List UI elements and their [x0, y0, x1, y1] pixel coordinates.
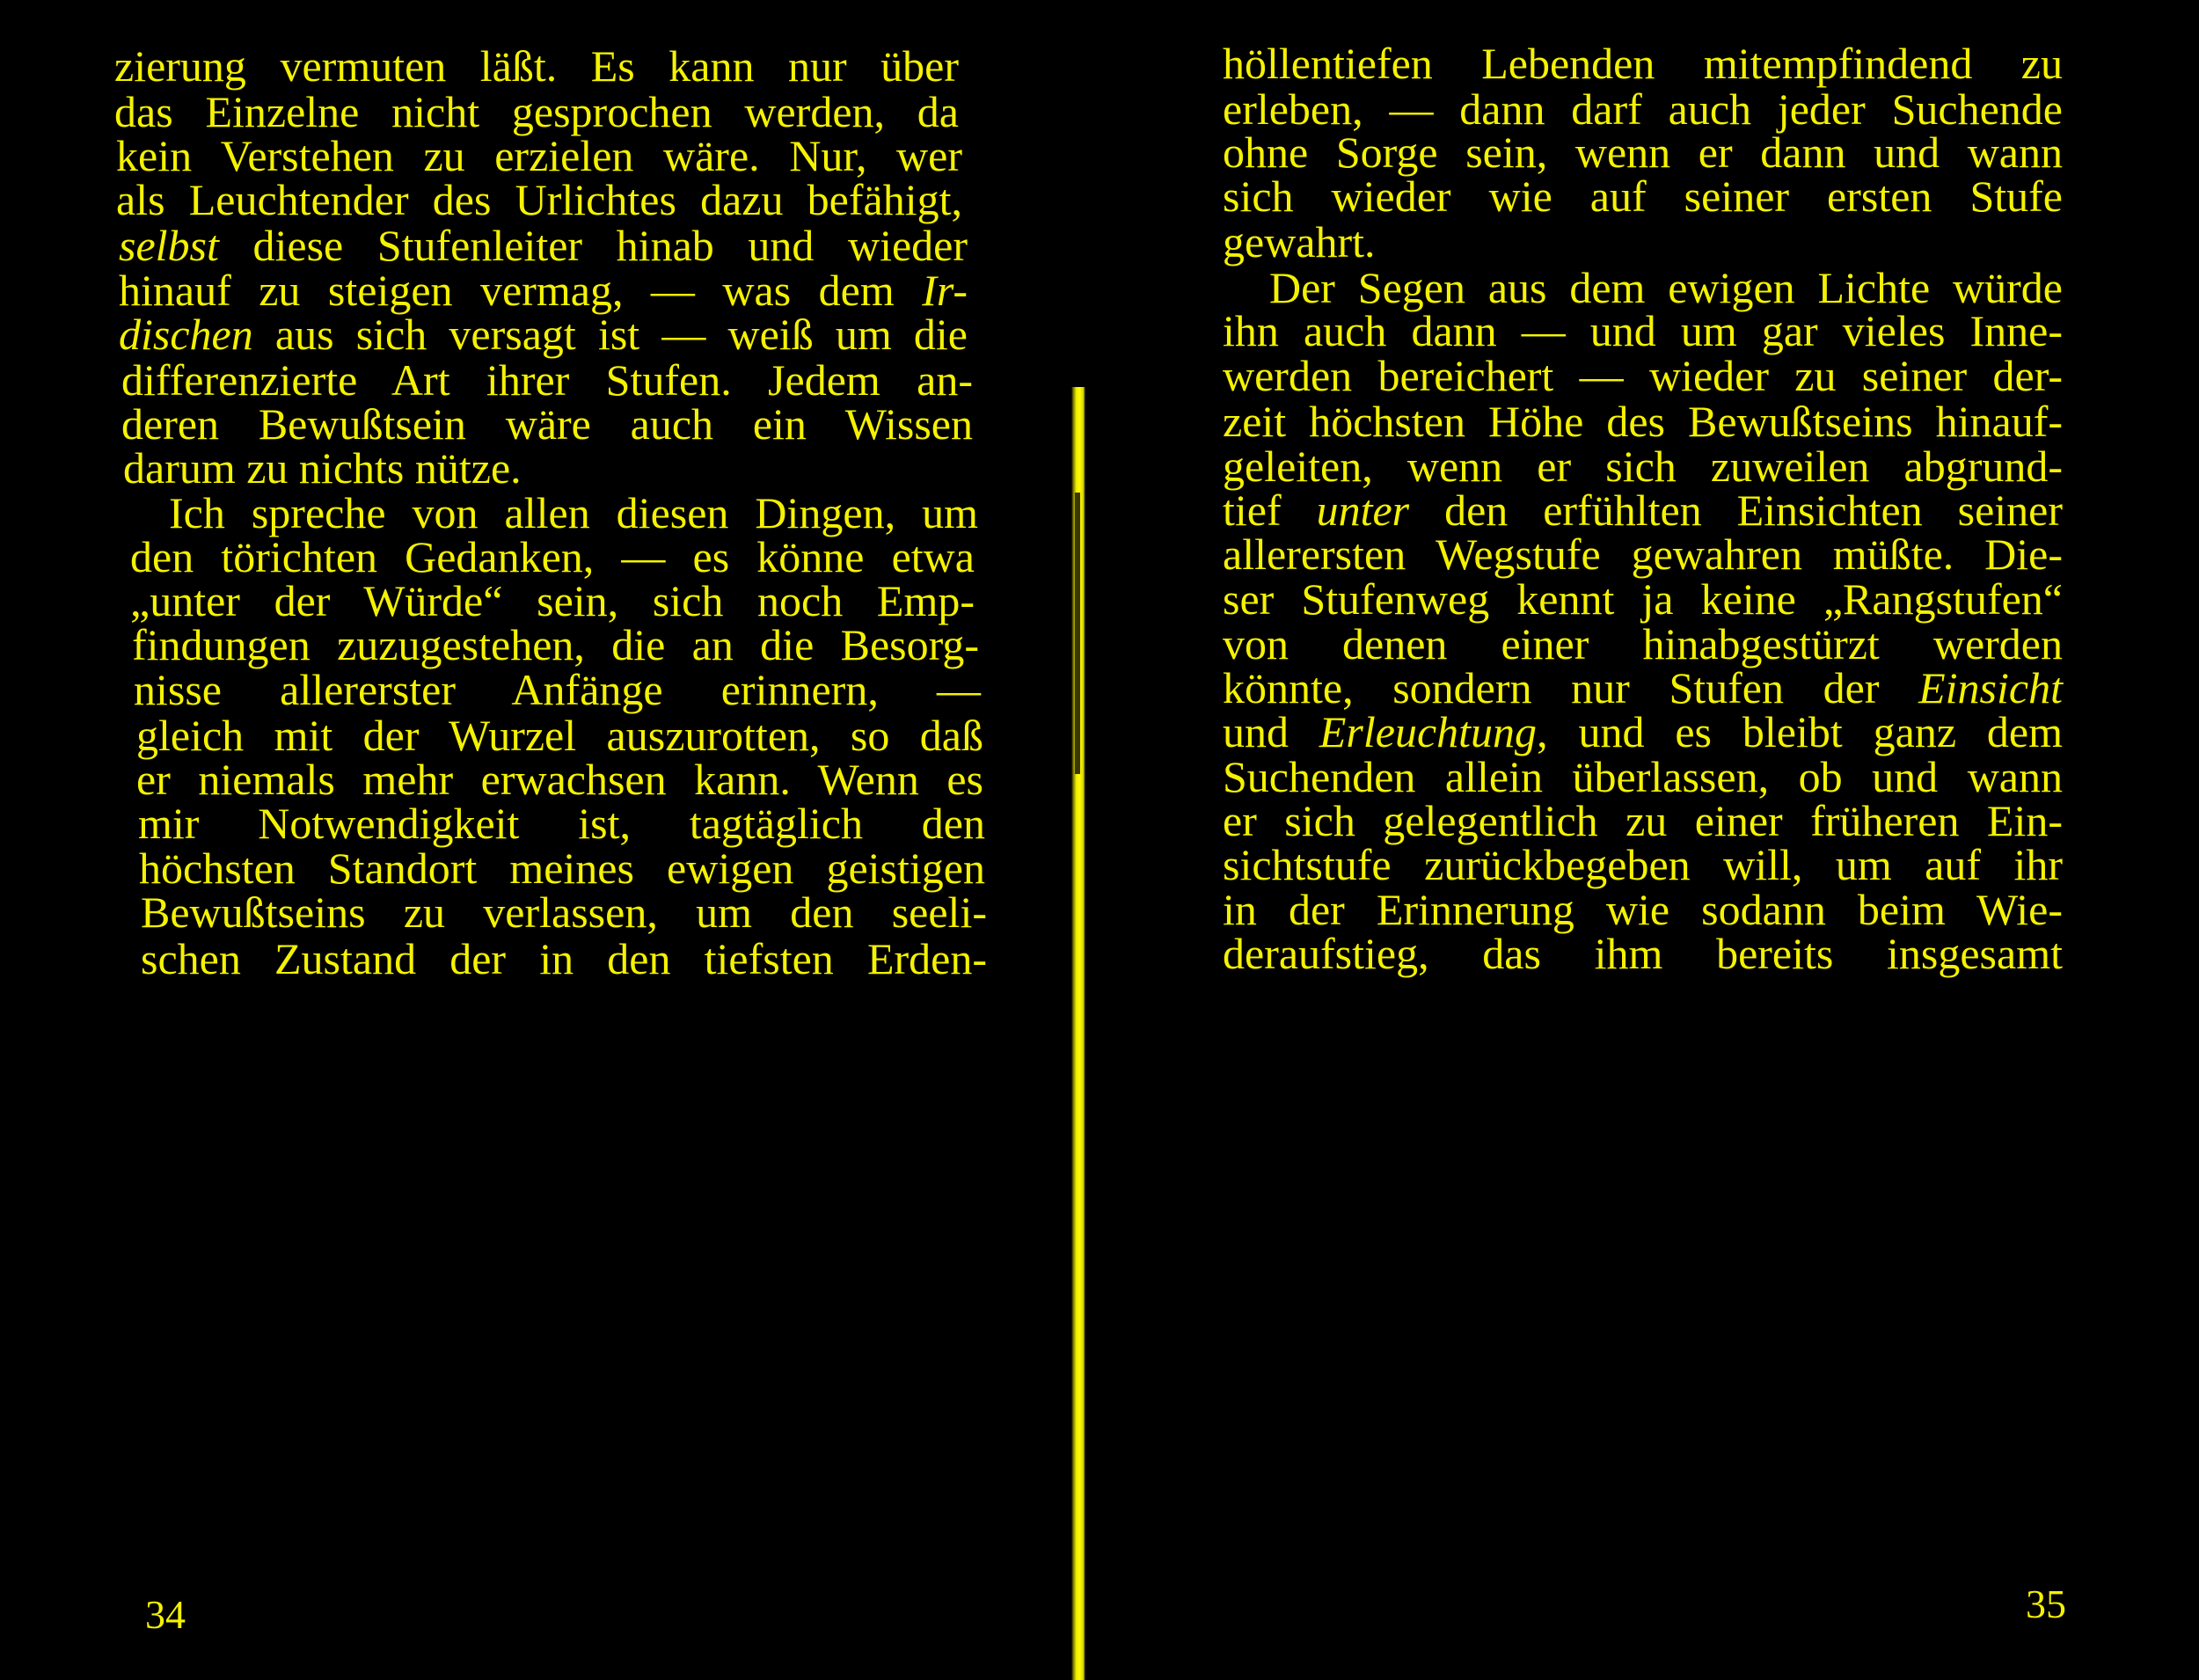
right-line-4: sich wieder wie auf seiner ersten Stufe — [1223, 172, 2063, 221]
left-page — [0, 0, 1082, 1680]
left-line-20: Bewußtseins zu verlassen, um den seeli- — [141, 887, 987, 937]
page-number-left: 34 — [145, 1592, 186, 1637]
left-line-19: höchsten Standort meines ewigen geistigen — [139, 844, 985, 893]
right-line-6: Der Segen aus dem ewigen Lichte würde — [1269, 263, 2063, 312]
right-line-9: zeit höchsten Höhe des Bewußtseins hinauf- — [1223, 397, 2063, 446]
page-number-right: 35 — [2026, 1581, 2066, 1626]
left-line-1: zierung vermuten läßt. Es kann nur über — [114, 41, 959, 91]
left-line-21: schen Zustand der in den tiefsten Erden- — [141, 934, 987, 983]
left-line-12: den törichten Gedanken, — es könne etwa — [130, 532, 975, 581]
left-line-5: selbst diese Stufenleiter hinab und wieder — [119, 221, 968, 270]
left-line-15: nisse allererster Anfänge erinnern, — — [134, 665, 981, 714]
left-line-18: mir Notwendigkeit ist, tagtäglich den — [138, 799, 985, 848]
right-line-7: ihn auch dann — und um gar vieles Inne- — [1223, 306, 2063, 355]
left-line-10: darum zu nichts nütze. — [123, 443, 522, 493]
left-line-2: das Einzelne nicht gesprochen werden, da — [114, 87, 959, 136]
right-line-2: erleben, — dann darf auch jeder Suchende — [1223, 84, 2063, 134]
left-line-7: dischen aus sich versagt ist — weiß um die — [119, 310, 968, 359]
right-line-15: könnte, sondern nur Stufen der Einsicht — [1223, 663, 2063, 712]
left-line-9: deren Bewußtsein wäre auch ein Wissen — [121, 399, 973, 449]
left-line-8: differenzierte Art ihrer Stufen. Jedem an- — [121, 355, 973, 405]
gutter-shadow — [1075, 493, 1080, 774]
right-line-21: deraufstieg, das ihm bereits insgesamt — [1223, 929, 2063, 978]
left-line-3: kein Verstehen zu erzielen wäre. Nur, wer — [116, 131, 962, 180]
right-line-8: werden bereichert — wieder zu seiner der- — [1223, 351, 2063, 400]
right-line-13: ser Stufenweg kennt ja keine „Rangstufen“ — [1223, 574, 2063, 624]
left-line-17: er niemals mehr erwachsen kann. Wenn es — [136, 755, 983, 804]
right-line-11: tief unter den erfühlten Einsichten seiner — [1223, 486, 2063, 535]
right-line-20: in der Erinnerung wie sodann beim Wie- — [1223, 885, 2063, 934]
right-line-1: höllentiefen Lebenden mitempfindend zu — [1223, 39, 2063, 88]
right-line-17: Suchenden allein überlassen, ob und wann — [1223, 752, 2063, 801]
right-line-18: er sich gelegentlich zu einer früheren Ein- — [1223, 796, 2063, 845]
left-line-13: „unter der Würde“ sein, sich noch Emp- — [130, 576, 975, 625]
right-line-14: von denen einer hinabgestürzt werden — [1223, 619, 2063, 668]
left-line-14: findungen zuzugestehen, die an die Besorg- — [132, 620, 979, 669]
left-line-11: Ich spreche von allen diesen Dingen, um — [169, 488, 978, 537]
left-line-6: hinauf zu steigen vermag, — was dem Ir- — [119, 266, 968, 315]
right-line-10: geleiten, wenn er sich zuweilen abgrund- — [1223, 442, 2063, 491]
right-line-5: gewahrt. — [1223, 217, 1376, 267]
right-line-16: und Erleuchtung, und es bleibt ganz dem — [1223, 707, 2063, 756]
right-page — [1100, 0, 2199, 1680]
left-line-16: gleich mit der Wurzel auszurotten, so daß — [136, 711, 983, 760]
right-line-19: sichtstufe zurückbegeben will, um auf ihr — [1223, 840, 2063, 889]
left-line-4: als Leuchtender des Urlichtes dazu befähigt, — [116, 175, 962, 224]
right-line-3: ohne Sorge sein, wenn er dann und wann — [1223, 128, 2063, 177]
right-line-12: allerersten Wegstufe gewahren müßte. Die- — [1223, 530, 2063, 579]
